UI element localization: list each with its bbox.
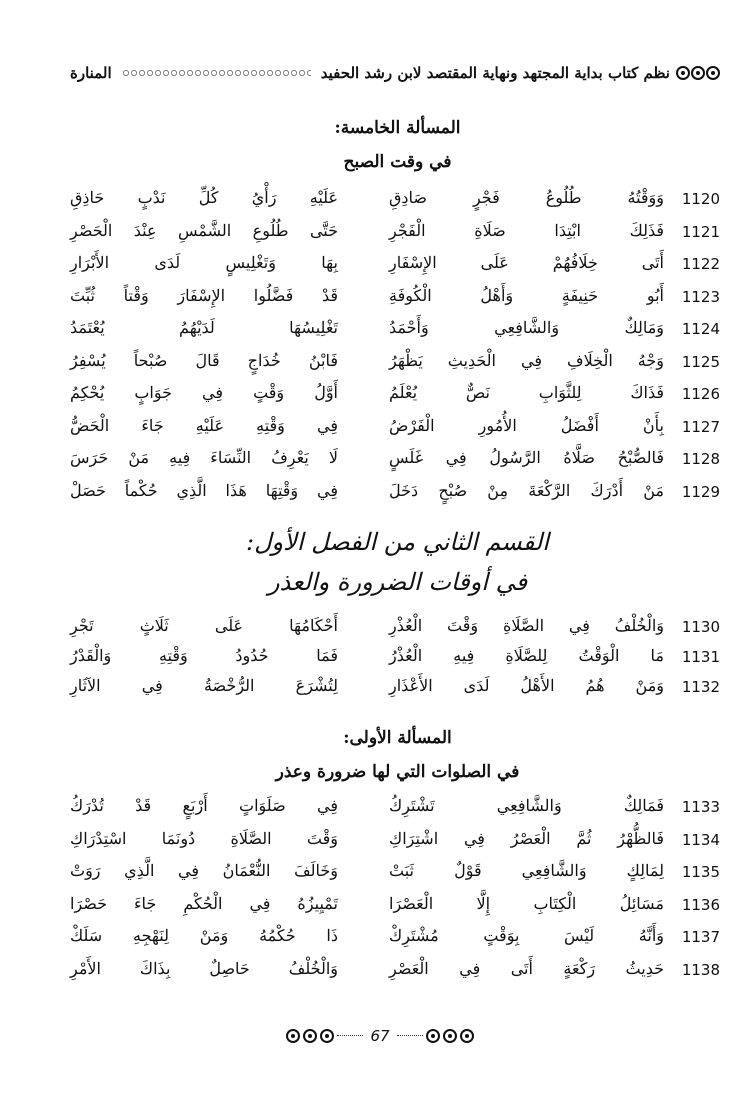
verse-second-hemistich: فِي وَقْتِهَا هَذَا الَّذِي حُكْماً حَصَلْ: [70, 480, 338, 500]
verse-second-hemistich: وَخَالَفَ النُّعْمَانُ فِي الَّذِي رَوَتْ: [70, 861, 338, 880]
verse-first-hemistich: فَذَاكَ لِلثَّوَابِ نَصٌّ يُعْلَمُ: [389, 383, 664, 402]
verse-second-hemistich: حَتَّى طُلُوعِ الشَّمْسِ عِنْدَ الْحَصْرِ: [70, 220, 338, 240]
footer-ornament-icon: [460, 1029, 474, 1043]
verse-first-hemistich: فَالظُّهْرُ ثُمَّ الْعَصْرُ فِي اشْتِرَاكِ: [389, 828, 664, 848]
verse-first-hemistich: لِمَالِكٍ وَالشَّافِعِي قَوْلٌ ثَبَتْ: [389, 861, 664, 880]
verse-number: 1121: [681, 222, 720, 241]
verse-line: [70, 642, 720, 674]
section-heading-1: المسألة الخامسة:: [334, 118, 461, 138]
section-subheading-1: في وقت الصبح: [343, 152, 452, 172]
verse-number: 1128: [681, 450, 720, 468]
verse-number: 1129: [681, 482, 720, 501]
verse-line: [70, 347, 720, 379]
footer-divider: [337, 1035, 363, 1038]
verse-first-hemistich: وَجْهُ الْخِلَافِ فِي الْحَدِيثِ يَظْهَرُ: [389, 350, 664, 370]
verse-number: 1122: [681, 255, 720, 273]
verse-number: 1134: [681, 830, 720, 849]
part-subheading: في أوقات الضرورة والعذر: [267, 568, 528, 596]
verse-number: 1133: [681, 798, 720, 816]
verse-first-hemistich: أَبُو حَنِيفَةٍ وَأَهْلُ الْكُوفَةِ: [389, 285, 664, 305]
verse-second-hemistich: تَمْيِيزُهُ فِي الْحُكْمِ جَاءَ حَصْرَا: [70, 893, 338, 913]
header-series-name: المنارة: [70, 64, 112, 82]
verse-line: [70, 890, 720, 922]
verse-line: [70, 857, 720, 889]
verse-line: [70, 825, 720, 857]
verse-number: 1138: [681, 960, 720, 979]
section-subheading-2: في الصلوات التي لها ضرورة وعذر: [275, 762, 520, 782]
verse-number: 1125: [681, 352, 720, 371]
verse-second-hemistich: فِي صَلَوَاتٍ أَرْبَعٍ قَدْ تُدْرَكُ: [70, 796, 338, 815]
page-number: 67: [370, 1027, 390, 1045]
verse-first-hemistich: وَمَنْ هُمُ الأَهْلُ لَدَى الأَعْذَارِ: [389, 676, 664, 695]
page-footer: [280, 1024, 480, 1048]
verse-line: [70, 792, 720, 824]
verse-second-hemistich: وَقْتَ الصَّلَاةِ دُونَمَا اسْتِدْرَاكِ: [70, 828, 338, 848]
verse-second-hemistich: فَمَا حُدُودُ وَقْتِهِ وَالْقَدْرُ: [70, 646, 338, 665]
verse-line: [70, 672, 720, 704]
verse-number: 1131: [681, 648, 720, 666]
verse-line: [70, 444, 720, 476]
verse-line: [70, 477, 720, 509]
verse-line: [70, 922, 720, 954]
verse-second-hemistich: فِي وَقْتِهِ عَلَيْهِ جَاءَ الْحَضُّ: [70, 415, 338, 435]
footer-ornament-icon: [426, 1029, 440, 1043]
verse-first-hemistich: فَالصُّبْحُ صَلَّاهُ الرَّسُولُ فِي غَلَسٍ: [389, 448, 664, 467]
verse-number: 1132: [681, 678, 720, 696]
verse-number: 1120: [681, 190, 720, 208]
verse-line: [70, 612, 720, 644]
verse-line: [70, 379, 720, 411]
verse-first-hemistich: وَوَقْتُهُ طُلُوعُ فَجْرٍ صَادِقِ: [389, 188, 664, 207]
footer-ornament-icon: [443, 1029, 457, 1043]
verse-number: 1124: [681, 320, 720, 338]
verse-number: 1123: [681, 287, 720, 306]
verse-first-hemistich: وَالْخُلْفُ فِي الصَّلَاةِ وَقْتَ الْعُذْرِ: [389, 616, 664, 635]
verse-second-hemistich: وَالْخُلْفُ حَاصِلٌ بِذَاكَ الأَمْرِ: [70, 958, 338, 978]
verse-second-hemistich: أَحْكَامُهَا عَلَى ثَلَاثٍ تَجْرِ: [70, 616, 338, 635]
footer-ornament-icon: [286, 1029, 300, 1043]
part-heading: القسم الثاني من الفصل الأول:: [246, 528, 549, 556]
verse-second-hemistich: لَا يَعْرِفُ النِّسَاءَ فِيهِ مَنْ حَرَسَ: [70, 448, 338, 467]
verse-number: 1130: [681, 618, 720, 636]
header-ornament-icon: [676, 66, 720, 80]
verse-second-hemistich: عَلَيْهِ رَأْيُ كُلِّ نَدْبٍ حَاذِقِ: [70, 188, 338, 207]
section-heading-2: المسألة الأولى:: [343, 728, 452, 748]
verse-number: 1136: [681, 895, 720, 914]
verse-first-hemistich: أَتَى خِلَافُهُمْ عَلَى الإِسْفَارِ: [389, 253, 664, 272]
verse-line: [70, 249, 720, 281]
verse-second-hemistich: بِهَا وَتَغْلِيسٍ لَدَى الأَبْرَارِ: [70, 253, 338, 272]
verse-number: 1135: [681, 863, 720, 881]
footer-ornament-icon: [320, 1029, 334, 1043]
verse-first-hemistich: حَدِيثُ رَكْعَةٍ أَتَى فِي الْعَصْرِ: [389, 958, 664, 978]
footer-divider: [397, 1035, 423, 1038]
book-title: نظم كتاب بداية المجتهد ونهاية المقتصد لابن رشد الحفيد: [320, 64, 670, 82]
verse-line: [70, 217, 720, 249]
verse-first-hemistich: مَنْ أَدْرَكَ الرَّكْعَةَ مِنْ صُبْحٍ دَخَلَ: [389, 480, 664, 500]
verse-first-hemistich: فَذَلِكَ ابْتِدَا صَلَاةِ الْفَجْرِ: [389, 220, 664, 240]
verse-second-hemistich: قَدْ فَضَّلُوا الإِسْفَارَ وَقْتاً ثُبِّتَ: [70, 285, 338, 305]
verse-second-hemistich: ذَا حُكْمُهُ وَمَنْ لِنَهْجِهِ سَلَكْ: [70, 926, 338, 945]
verse-second-hemistich: فَابْنُ خُدَاجٍ قَالَ صُبْحاً يُسْفِرُ: [70, 350, 338, 370]
verse-first-hemistich: بِأَنْ أَفْضَلُ الأُمُورِ الْفَرْضُ: [389, 415, 664, 435]
header-divider: [122, 69, 311, 77]
verse-number: 1127: [681, 417, 720, 436]
verse-line: [70, 282, 720, 314]
verse-first-hemistich: فَمَالِكٌ وَالشَّافِعِي تَشْتَرِكُ: [389, 796, 664, 815]
page-header: [70, 58, 720, 88]
verse-line: [70, 955, 720, 987]
verse-second-hemistich: تَغْلِيسُهَا لَدَيْهُمُ يُعْتَمَدُ: [70, 318, 338, 337]
verse-second-hemistich: أَوَّلُ وَقْتٍ فِي جَوَابٍ يُحْكِمُ: [70, 383, 338, 402]
verse-line: [70, 412, 720, 444]
verse-first-hemistich: وَمَالِكٌ وَالشَّافِعِي وَأَحْمَدُ: [389, 318, 664, 337]
verse-number: 1137: [681, 928, 720, 946]
verse-first-hemistich: وَأَنَّهُ لَيْسَ بِوَقْتٍ مُشْتَرِكْ: [389, 926, 664, 945]
verse-line: [70, 184, 720, 216]
verse-number: 1126: [681, 385, 720, 403]
verse-second-hemistich: لِتُشْرَعَ الرُّخْصَةُ فِي الآثَارِ: [70, 676, 338, 695]
verse-line: [70, 314, 720, 346]
verse-first-hemistich: مَا الْوَقْتُ لِلصَّلَاةِ فِيهِ الْعُذْرُ: [389, 646, 664, 665]
footer-ornament-icon: [303, 1029, 317, 1043]
verse-first-hemistich: مَسَائِلُ الْكِتَابِ إِلَّا الْعَصْرَا: [389, 893, 664, 913]
